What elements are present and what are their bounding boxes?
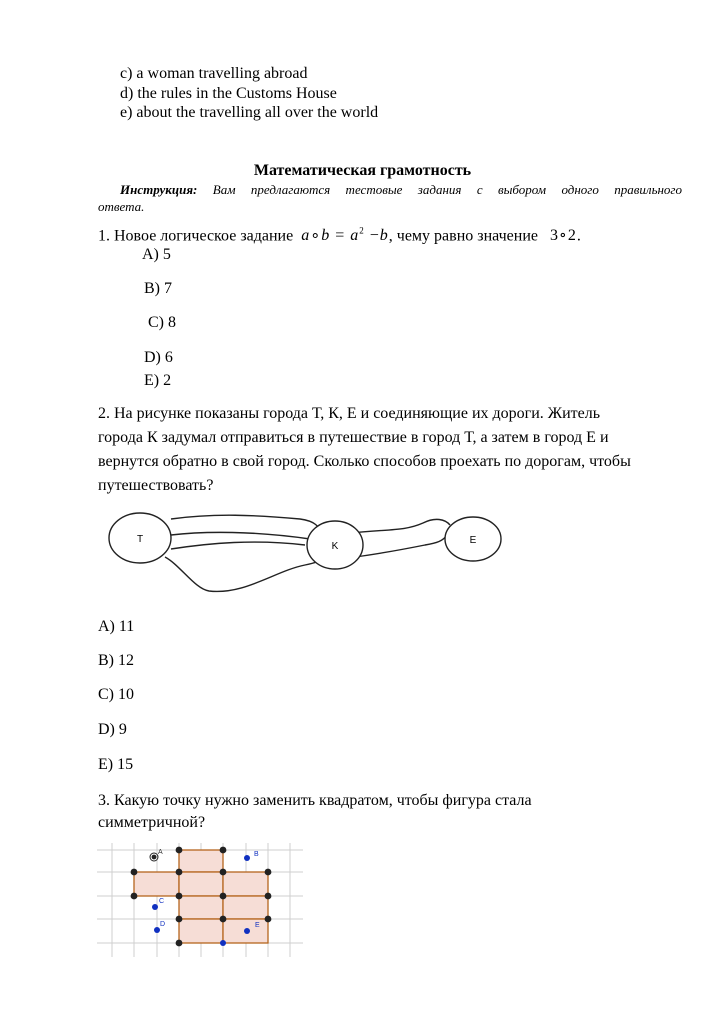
point-label-a: A [158,849,163,856]
formula-b: b [321,227,331,245]
road-lower-t-k [165,557,323,591]
black-point-8 [220,893,227,900]
q1-option-c: C) 8 [148,314,176,331]
q2-line-1: 2. На рисунке показаны города Т, К, Е и соединяющие их дороги. Житель [98,405,601,422]
q1-end: . [576,227,581,245]
black-point-7 [176,893,183,900]
prev-option-e: e) about the travelling all over the world [120,104,379,121]
formula-a2: a [350,227,360,245]
figure-square-4 [179,896,223,919]
q2-option-a: A) 11 [98,618,135,635]
q2-option-d: D) 9 [98,721,127,738]
formula-b2: b [379,227,389,245]
q1-option-d: D) 6 [144,349,173,366]
road-middle-t-k [171,542,305,549]
black-point-6 [131,893,138,900]
black-point-12 [265,916,272,923]
q1-formula [301,227,389,244]
black-point-5 [265,869,272,876]
city-e-label: E [469,535,477,546]
q2-option-e: E) 15 [98,756,134,773]
point-label-b: B [254,851,259,858]
q1-option-a: A) 5 [142,246,171,263]
figure-square-1 [134,872,179,896]
q2-line-4: путешествовать? [98,477,214,494]
instruction-line-1 [120,182,682,198]
expr-right: 2 [567,227,577,245]
formula-minus: − [369,227,380,245]
instruction-label: Инструкция: [120,182,198,197]
roads-diagram [105,505,505,605]
instruction-text: Вам предлагаются тестовые задания с выбором одного правильного [212,182,683,197]
road-upper-t-k [171,515,320,533]
point-label-c: C [159,898,165,905]
blue-point-3 [244,928,250,934]
figure-square-5 [223,896,268,919]
formula-exp: 2 [359,226,365,236]
expr-left: 3 [550,227,559,245]
section-title: Математическая грамотность [253,162,472,179]
symmetry-figure [97,843,303,957]
q1-stem [98,222,581,245]
black-point-4 [220,869,227,876]
q3-line-1: 3. Какую точку нужно заменить квадратом, чтобы фигура стала [98,792,532,809]
figure-square-6 [179,919,223,943]
q2-option-c: C) 10 [98,686,134,703]
prev-option-c: c) a woman travelling abroad [120,65,308,82]
figure-square-0 [179,850,223,872]
black-point-0 [176,847,183,854]
q1-option-e: E) 2 [144,372,172,389]
q2-line-3: вернутся обратно в свой город. Сколько способов проехать по дорогам, чтобы [98,453,631,470]
prev-option-d: d) the rules in the Customs House [120,85,337,102]
q1-expression [550,227,577,244]
blue-point-4 [220,940,226,946]
q3-line-2: симметричной? [98,814,206,831]
road-lower-k-e [355,535,447,557]
q2-option-b: B) 12 [98,652,134,669]
black-point-2 [131,869,138,876]
blue-point-0 [244,855,250,861]
formula-op: ∘ [310,227,322,245]
figure-square-3 [223,872,268,896]
black-point-13 [176,940,183,947]
black-point-9 [265,893,272,900]
q1-prefix: 1. Новое логическое задание [98,227,294,245]
q1-option-b: B) 7 [144,280,172,297]
blue-point-1 [152,904,158,910]
black-point-1 [220,847,227,854]
black-point-11 [220,916,227,923]
instruction-line-2: ответа. [98,199,145,214]
q2-line-2: города К задумал отправиться в путешествие в город Т, а затем в город Е и [98,429,609,446]
expr-op: ∘ [559,227,568,245]
road-inner-t-k [171,532,310,539]
road-upper-k-e [350,519,450,533]
city-t-label: T [136,534,144,545]
black-point-3 [176,869,183,876]
formula-eq: = [335,227,346,245]
black-point-10 [176,916,183,923]
point-label-d: D [160,921,166,928]
q1-middle: , чему равно значение [388,227,538,245]
point-a-dot [152,855,157,860]
city-k-label: K [331,541,339,552]
point-label-e: E [255,922,260,929]
figure-square-2 [179,872,223,896]
formula-a: a [301,227,311,245]
